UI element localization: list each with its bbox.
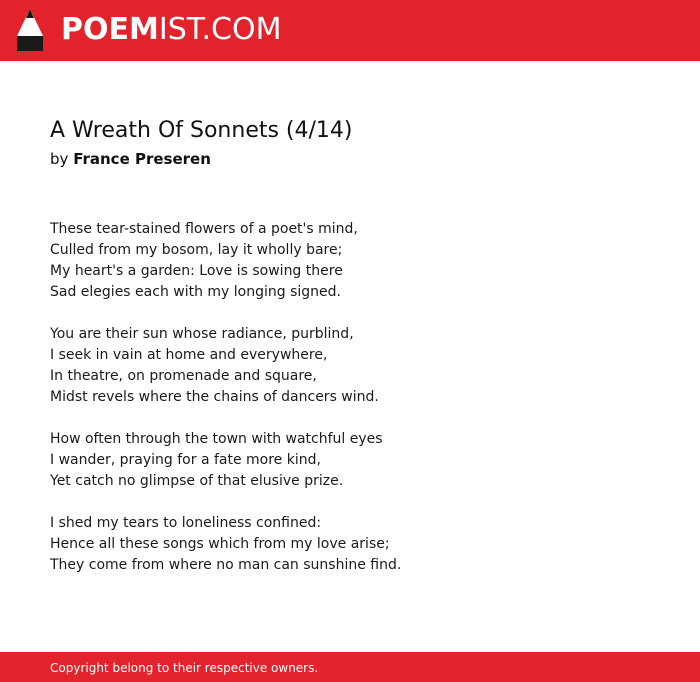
stanza: [50, 513, 401, 576]
poem-line: Sad elegies each with my longing signed.: [50, 284, 341, 300]
site-footer: [0, 652, 700, 682]
poem-title: A Wreath Of Sonnets (4/14): [50, 118, 353, 143]
pencil-tip-icon[interactable]: [17, 9, 43, 51]
poem-line: In theatre, on promenade and square,: [50, 368, 317, 384]
poem-body: [50, 219, 401, 597]
poem-line: I wander, praying for a fate more kind,: [50, 452, 321, 468]
stanza: [50, 324, 401, 408]
copyright-notice: Copyright belong to their respective owners.: [50, 661, 319, 675]
poem-line: How often through the town with watchful eyes: [50, 431, 383, 447]
poem-line: Culled from my bosom, lay it wholly bare;: [50, 242, 343, 258]
poem-line: You are their sun whose radiance, purblind,: [50, 326, 354, 342]
by-label: by: [50, 150, 69, 168]
site-header: [0, 0, 700, 61]
brand-light-text: IST.COM: [158, 12, 282, 47]
poem-line: I shed my tears to loneliness confined:: [50, 515, 322, 531]
poem-author: France Preseren: [73, 150, 211, 168]
poem-line: These tear-stained flowers of a poet's mind,: [50, 221, 358, 237]
poem-line: Midst revels where the chains of dancers wind.: [50, 389, 379, 405]
poem-line: My heart's a garden: Love is sowing there: [50, 263, 343, 279]
poem-line: Yet catch no glimpse of that elusive prize.: [50, 473, 344, 489]
poem-line: Hence all these songs which from my love arise;: [50, 536, 390, 552]
poem-byline: [50, 149, 211, 169]
stanza: [50, 429, 401, 492]
brand-bold-text: POEM: [61, 12, 159, 47]
site-logo-text[interactable]: [61, 12, 281, 48]
poem-line: They come from where no man can sunshine find.: [50, 557, 402, 573]
stanza: [50, 219, 401, 303]
poem-line: I seek in vain at home and everywhere,: [50, 347, 328, 363]
